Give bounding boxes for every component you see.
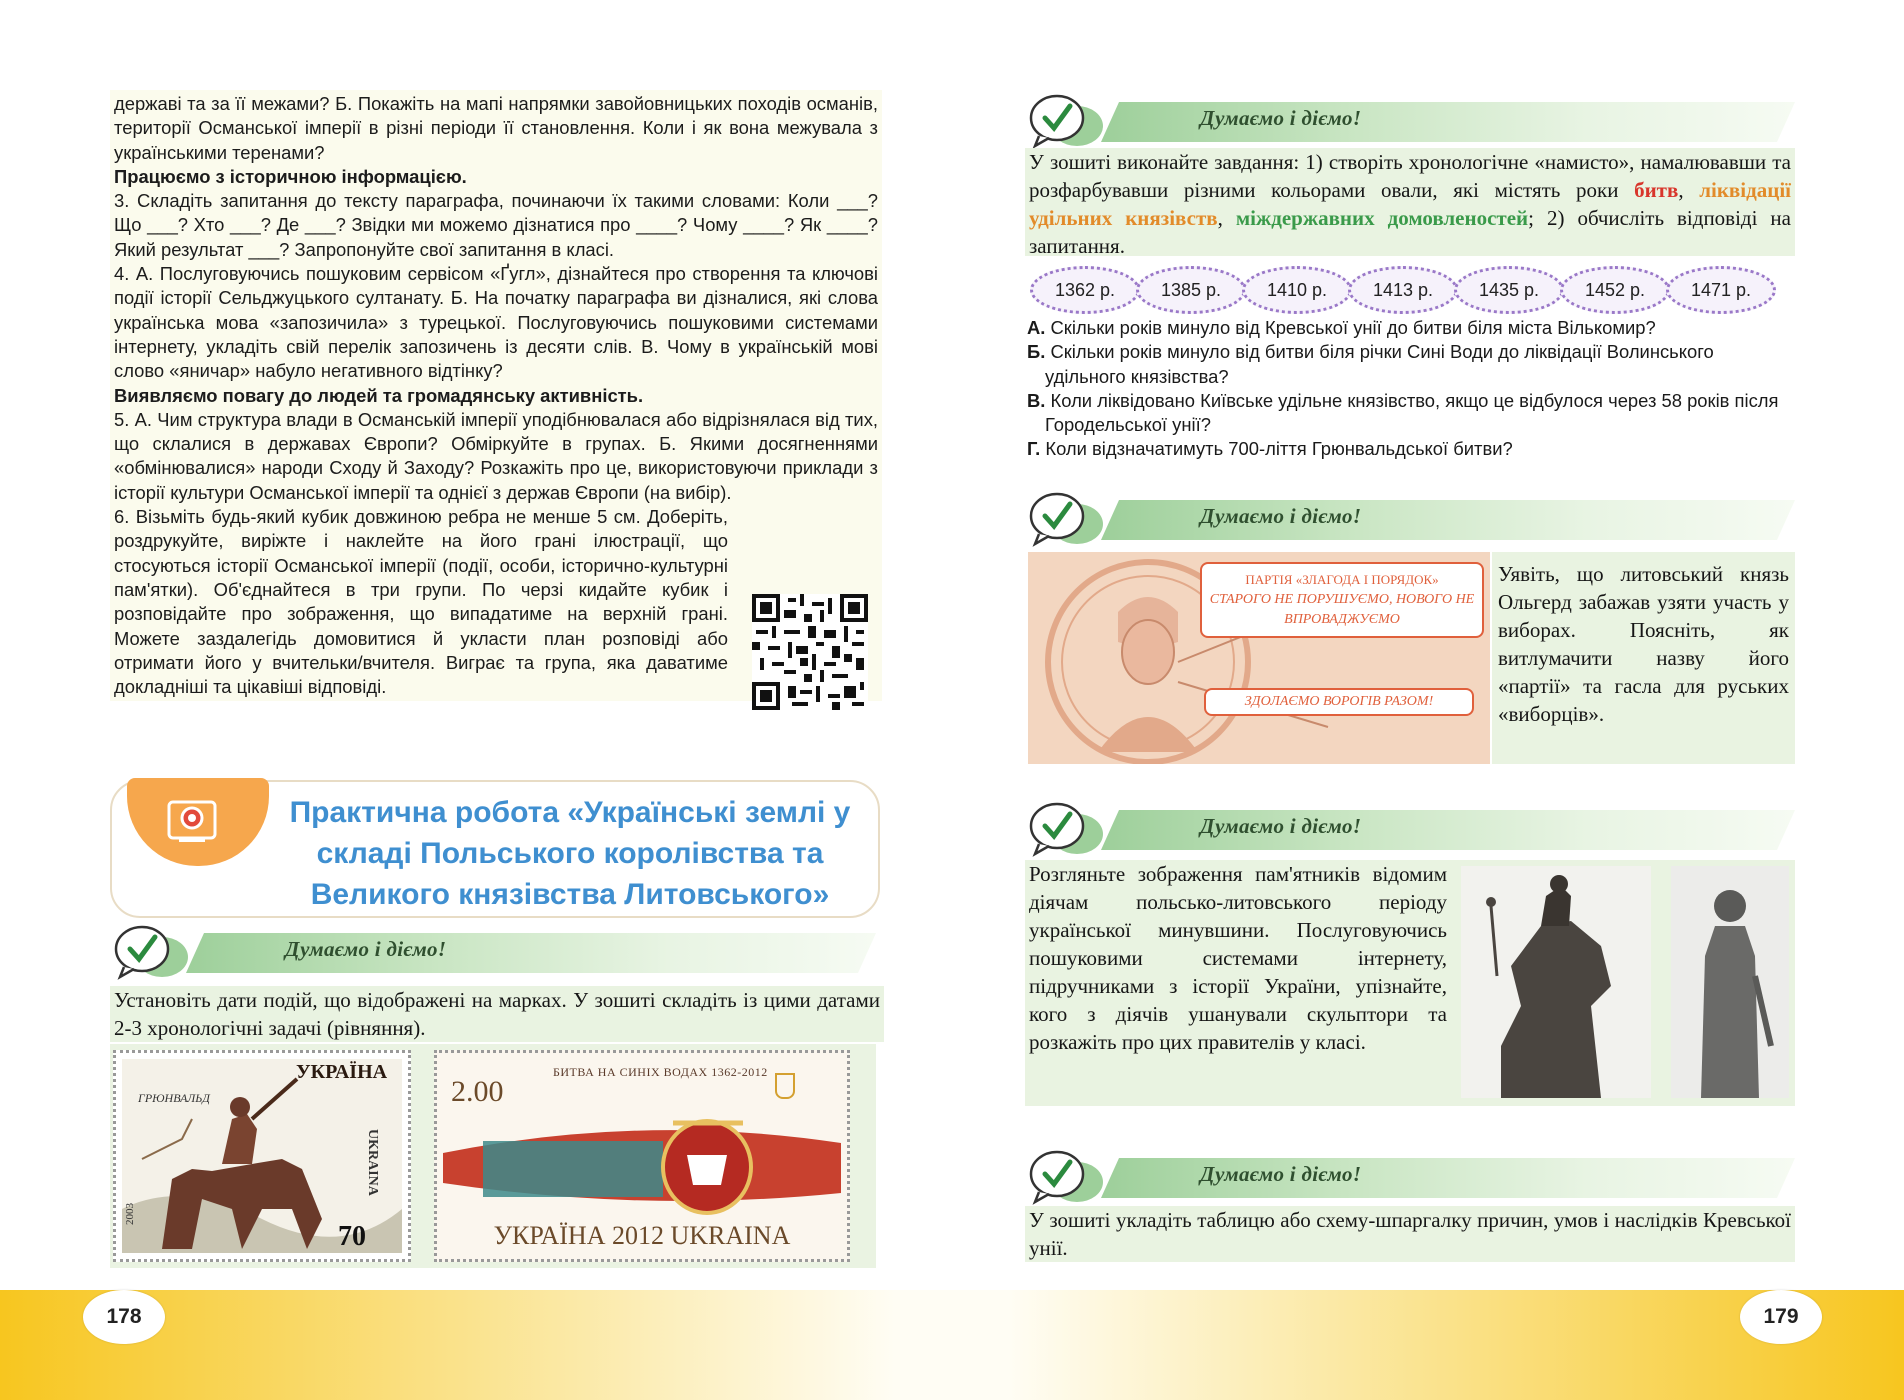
task-5: 5. А. Чим структура влади в Османській імперії уподібнювалася або відрізнялася від тих, що склалися в державах Європи? Обміркуйте в групах. Б. Якими досягненнями «обмінювалися» народи Сходу й Заходу? Розкажіть про це, використовуючи приклади з історії культури Османської імперії та однієї з держав Європи (на вибір). — [114, 408, 878, 503]
question-item — [1027, 389, 1797, 438]
think-header-4 — [1025, 1148, 1795, 1206]
heading-respect: Виявляємо повагу до людей та громадянську активність. — [114, 384, 644, 406]
bead-year: 1362 р. — [1030, 266, 1140, 314]
stamp1-value: 70 — [338, 1221, 366, 1252]
question-text: Коли відзначатимуть 700-ліття Грюнвальдської битви? — [1045, 438, 1513, 460]
think-title: Думаємо і діємо! — [1200, 504, 1362, 528]
stamps-task: Установіть дати подій, що відображені на марках. У зошиті складіть із цими датами 2-3 хронологічні задачі (рівняння). — [110, 986, 884, 1042]
stamp1-country: УКРАЇНА — [296, 1061, 388, 1083]
think-header-3 — [1025, 800, 1795, 858]
qr-code-icon[interactable] — [752, 594, 868, 710]
question-text: Коли ліквідовано Київське удільне князівство, якщо це відбулося через 58 років після Городельської унії? — [1045, 389, 1779, 436]
equestrian-monument-image — [1461, 866, 1651, 1098]
checkmark-bubble-icon — [1025, 800, 1109, 858]
task-3: 3. Складіть запитання до тексту параграфа, починаючи їх такими словами: Коли ___? Що ___? Хто ___? Де ___? Звідки ми можемо дізнатися про ____? Чому ____? Як ____? Який результат ___? Запропонуйте свої запитання в класі. — [114, 190, 878, 260]
agreements-label: міждержавних домовленостей — [1235, 206, 1529, 230]
checkmark-bubble-icon — [1025, 1148, 1109, 1206]
monuments-task: Розгляньте зображення пам'ятників відомим діячам польсько-литовського періоду української минувшини. Послуговуючись пошуковими системами інтернету, підручниками з історії України, упізнайте, кого з діячів ушанували скульптори та розкажіть про цих правителів у класі. — [1025, 860, 1451, 1106]
stamp1-year: 2003 — [124, 1203, 136, 1225]
question-item — [1027, 437, 1797, 461]
checkmark-bubble-icon — [110, 923, 194, 981]
trident-icon — [775, 1073, 795, 1099]
question-letter: Г. — [1027, 438, 1041, 460]
checkmark-bubble-icon — [1025, 92, 1109, 150]
question-text: Скільки років минуло від Кревської унії до битви біля міста Вількомир? — [1050, 317, 1656, 338]
think-title: Думаємо і діємо! — [1200, 814, 1362, 838]
stamp1-country-vertical: UKRAINA — [365, 1129, 380, 1196]
question-letter: Б. — [1027, 341, 1046, 363]
bead-year: 1471 р. — [1666, 266, 1776, 314]
standing-monument-image — [1671, 866, 1789, 1098]
poster-slogan-1: СТАРОГО НЕ ПОРУШУЄМО, НОВОГО НЕ ВПРОВАДЖУЄМО — [1209, 592, 1475, 627]
task-6: 6. Візьміть будь-який кубик довжиною ребра не менше 5 см. Доберіть, роздрукуйте, виріжте і наклейте на його грані ілюстрації, що стосуються історії Османської імперії (події, особи, історично-культурні пам'ятки). Об'єднайтеся в три групи. По черзі кидайте кубик і розповідайте про зображення, що випадатиме на верхній грані. Можете заздалегідь домовитися й укласти план розповіді або отримати його у вчительки/вчителя. Виграє та група, яка даватиме докладніші та цікавіші відповіді. — [114, 506, 728, 698]
page-number-right: 179 — [1740, 1290, 1822, 1344]
presentation-icon — [165, 796, 229, 848]
question-item — [1027, 316, 1797, 340]
monuments-images — [1451, 860, 1795, 1106]
bead-year: 1435 р. — [1454, 266, 1564, 314]
stamp2-footer: УКРАЇНА 2012 UKRAINA — [493, 1221, 791, 1250]
stamp-syni-vody — [434, 1050, 850, 1262]
olgerd-task: Уявіть, що литовський князь Ольгерд забажав узяти участь у виборах. Поясніть, як витлумачити назву його «партії» та гасла для руських «виборців». — [1492, 552, 1795, 764]
intro-paragraph: державі та за її межами? Б. Покажіть на мапі напрямки завойовницьких походів османів, території Османської імперії в різні періоди її становлення. Коли і як вона межувала з українськими теренами? — [114, 93, 878, 163]
necklace-task — [1025, 148, 1795, 256]
question-letter: А. — [1027, 317, 1046, 338]
stamp1-caption: ГРЮНВАЛЬД — [138, 1091, 210, 1105]
olgerd-poster — [1028, 552, 1490, 764]
checkmark-bubble-icon — [1025, 490, 1109, 548]
question-item — [1027, 340, 1797, 389]
poster-banner: ПАРТІЯ «ЗЛАГОДА І ПОРЯДОК» — [1245, 572, 1439, 587]
question-text: Скільки років минуло від битви біля річки Сині Води до ліквідації Волинського удільного князівства? — [1045, 341, 1714, 387]
think-title: Думаємо і діємо! — [1200, 1162, 1362, 1186]
poster-slogan-box — [1200, 562, 1484, 638]
question-letter: В. — [1027, 389, 1046, 411]
year-necklace — [1030, 262, 1790, 312]
necklace-task-text-b: ; 2) обчисліть відповіді на запитання. — [1029, 206, 1791, 258]
coat-of-arms-image — [443, 1113, 841, 1217]
task-4: 4. А. Послуговуючись пошуковим сервісом «Ґугл», дізнайтеся про створення та ключові події історії Сельджуцького султанату. Б. На початку параграфа ви дізналися, які слова українська мова «запозичила» з турецької. Послуговуючись пошуковими системами інтернету, укладіть свій перелік запозичень із десяти слів. В. Чому в українській мові слово «яничар» набуло негативного відтінку? — [114, 263, 878, 382]
practical-work-title: Практична робота «Українські землі у складі Польського королівства та Великого князівства Литовського» — [289, 796, 851, 911]
stamp-grunwald — [113, 1050, 411, 1262]
sep-2: , — [1217, 206, 1236, 230]
battles-label: битв — [1634, 178, 1679, 202]
page-number-left: 178 — [83, 1290, 165, 1344]
think-title: Думаємо і діємо! — [285, 937, 447, 961]
stamp2-caption: БИТВА НА СИНІХ ВОДАХ 1362-2012 — [553, 1065, 768, 1079]
think-header-2 — [1025, 490, 1795, 548]
sep-1: , — [1678, 178, 1700, 202]
heading-history: Працюємо з історичною інформацією. — [114, 165, 467, 187]
bead-year: 1452 р. — [1560, 266, 1670, 314]
bead-year: 1385 р. — [1136, 266, 1246, 314]
footer-band — [0, 1290, 1904, 1400]
stamp2-value: 2.00 — [451, 1075, 504, 1108]
think-header-left — [110, 923, 876, 981]
bead-year: 1410 р. — [1242, 266, 1352, 314]
think-header-1 — [1025, 92, 1795, 150]
question-list — [1027, 316, 1797, 462]
krevo-task: У зошиті укладіть таблицю або схему-шпаргалку причин, умов і наслідків Кревської унії. — [1025, 1206, 1795, 1262]
bead-year: 1413 р. — [1348, 266, 1458, 314]
poster-slogan-2: ЗДОЛАЄМО ВОРОГІВ РАЗОМ! — [1204, 688, 1474, 716]
liquidation-label: ліквідації удільних князівств — [1029, 178, 1792, 230]
think-title: Думаємо і діємо! — [1200, 106, 1362, 130]
necklace-task-text-a: У зошиті виконайте завдання: 1) створіть хронологічне «намисто», намалювавши та розфарбувавши різними кольорами овали, які містять роки — [1029, 150, 1791, 202]
